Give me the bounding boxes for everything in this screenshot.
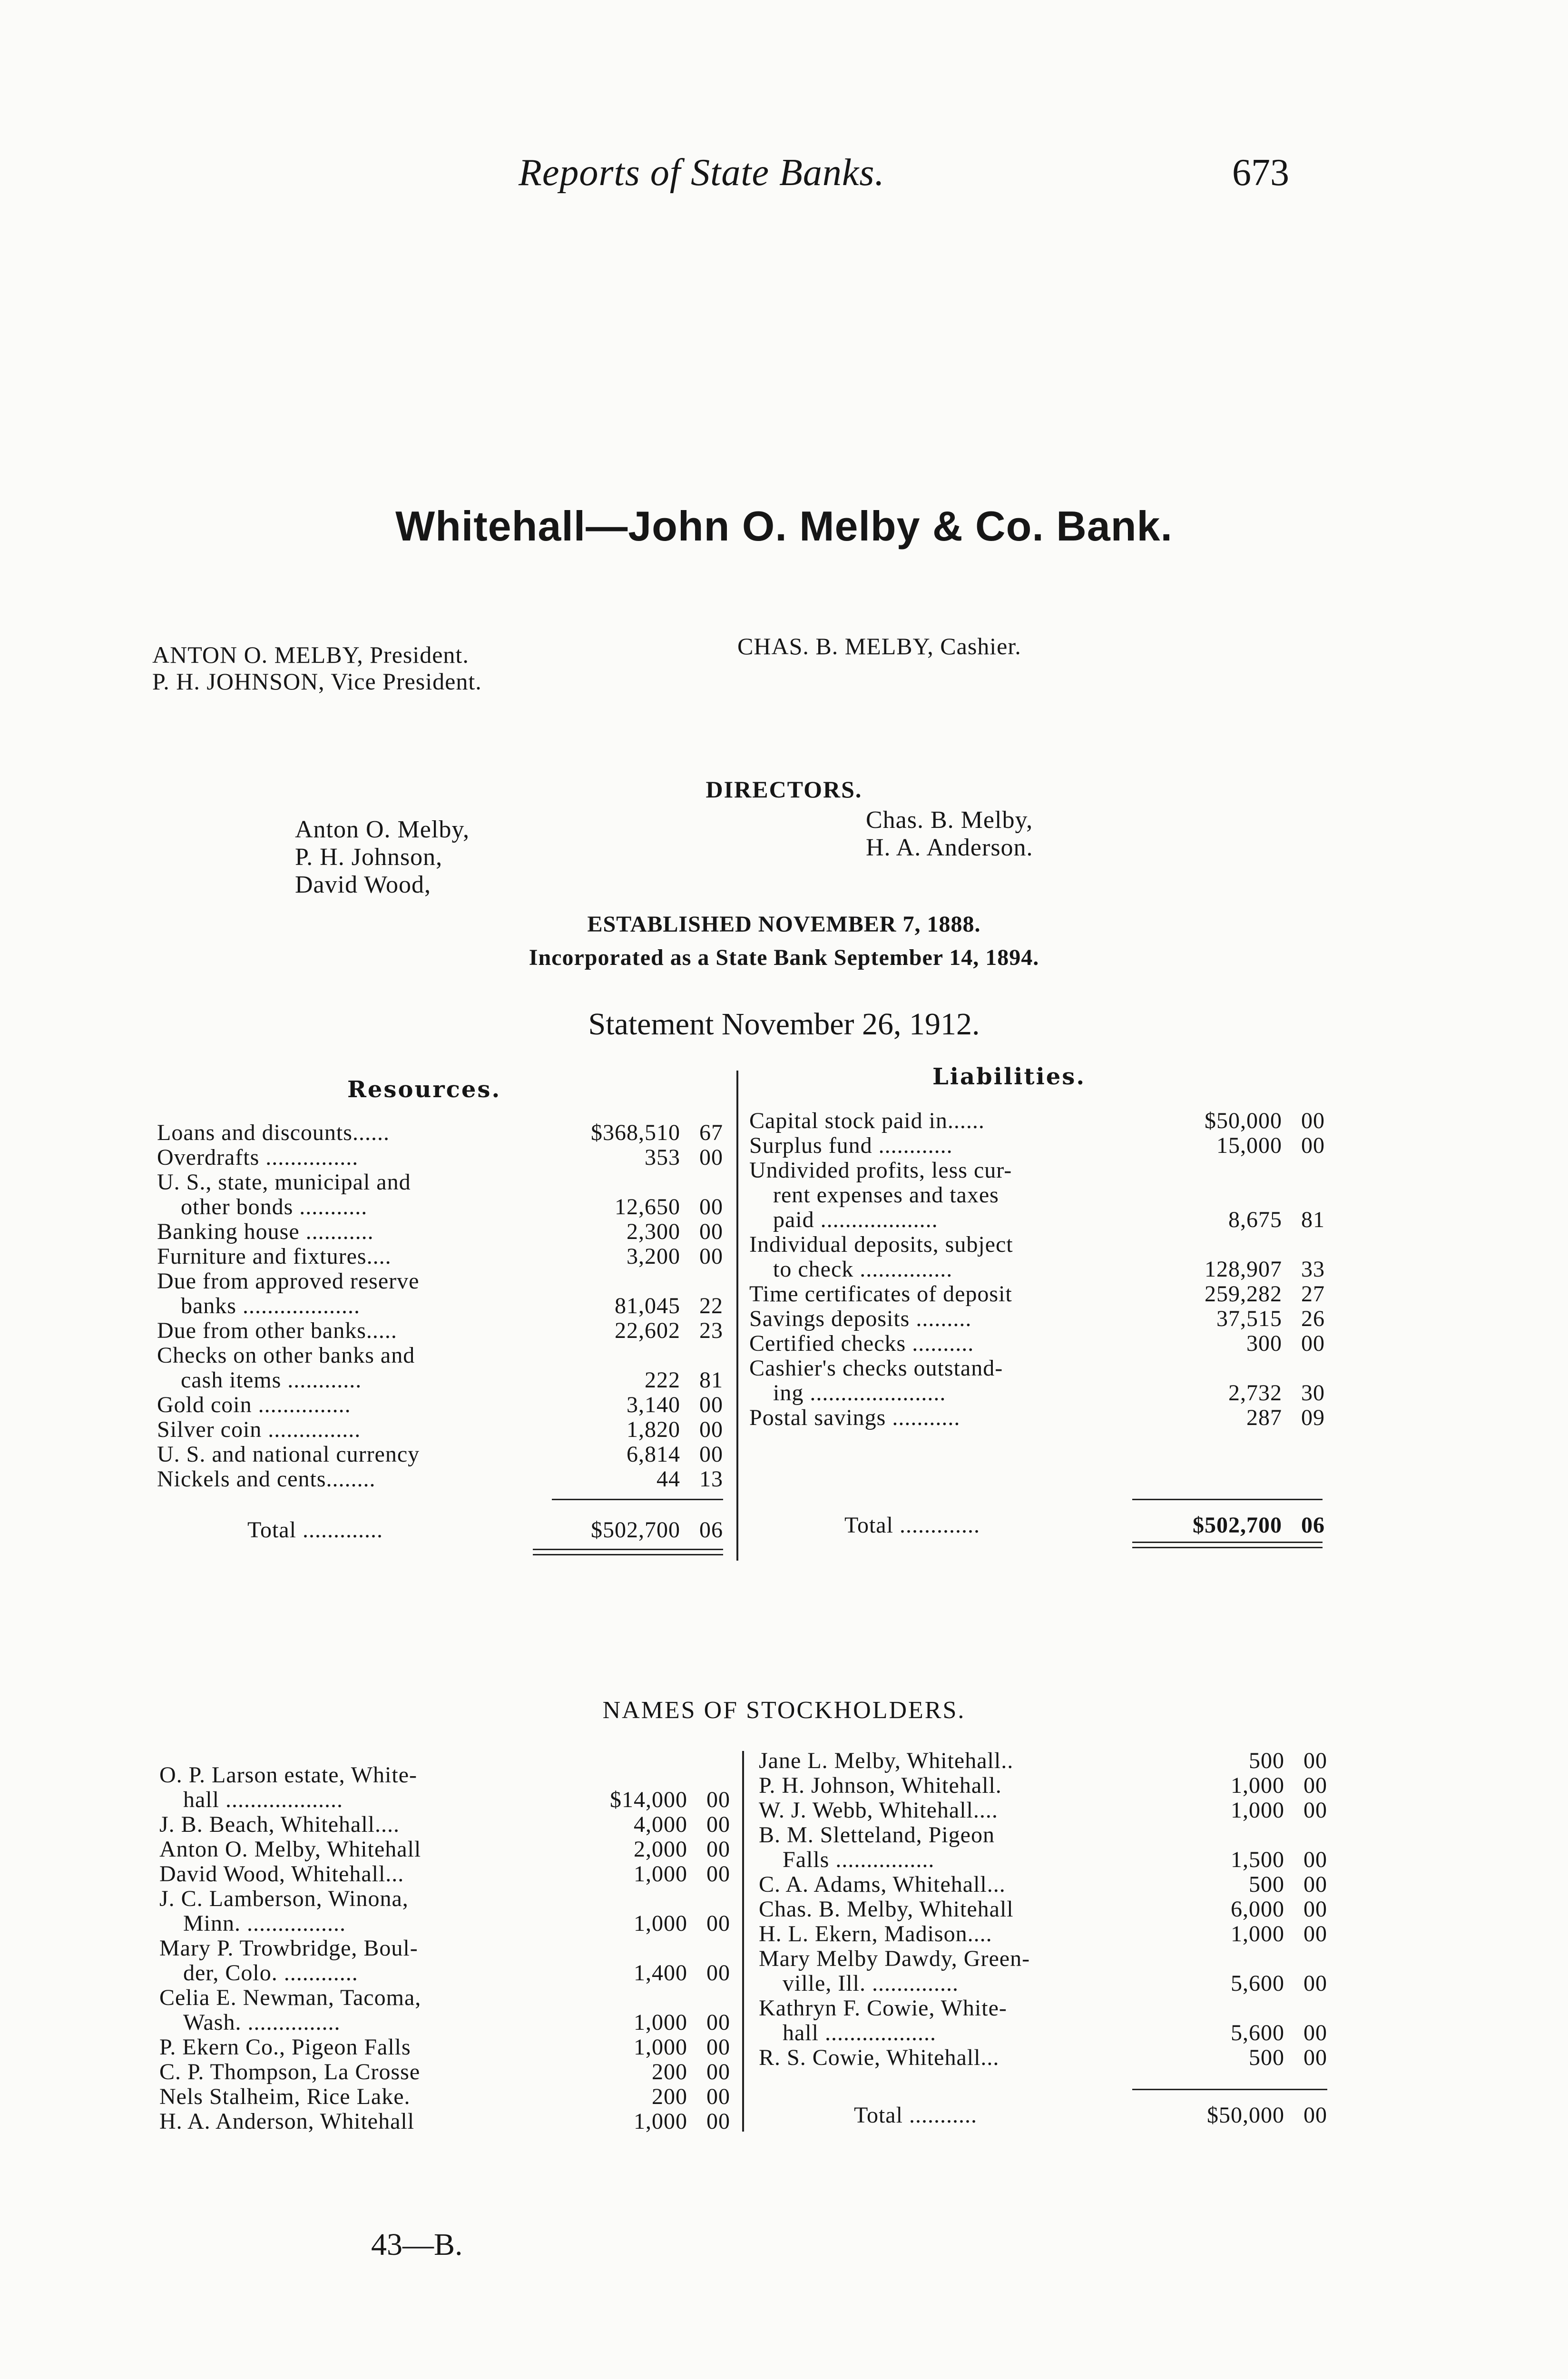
- signature-mark: 43—B.: [371, 2227, 463, 2262]
- ledger-row: [157, 1393, 723, 1417]
- ledger-row: [159, 2109, 730, 2134]
- ledger-row: [759, 1749, 1327, 1773]
- row-cents: 00: [706, 2035, 730, 2060]
- resources-sum-rule: [552, 1499, 723, 1500]
- ledger-row: [749, 1232, 1325, 1257]
- row-cents: 67: [699, 1120, 723, 1145]
- row-label: Due from other banks.....: [157, 1318, 397, 1343]
- ledger-row: [759, 1872, 1327, 1897]
- ledger-row: [759, 1773, 1327, 1798]
- total-amount: $50,000: [1207, 2103, 1284, 2128]
- row-label: Due from approved reserve: [157, 1269, 420, 1294]
- row-label: to check ...............: [773, 1257, 953, 1282]
- ledger-row: [157, 1442, 723, 1467]
- total-amount: $502,700: [1193, 1513, 1282, 1538]
- row-amount: 1,000: [634, 1861, 687, 1887]
- row-amount: 500: [1249, 1872, 1284, 1897]
- director-name: Chas. B. Melby,: [866, 806, 1033, 834]
- liabilities-heading: Liabilities.: [932, 1063, 1086, 1090]
- liabilities-total-row: [749, 1513, 1325, 1538]
- row-amount: 200: [652, 2059, 687, 2084]
- total-amount: $502,700: [591, 1517, 680, 1543]
- page-number: 673: [1232, 152, 1289, 194]
- ledger-row: [159, 1763, 730, 1788]
- ledger-row: [157, 1318, 723, 1343]
- ledger-row: [749, 1158, 1325, 1183]
- row-label: H. L. Ekern, Madison....: [759, 1922, 992, 1946]
- row-amount: 1,400: [634, 1960, 687, 1986]
- row-cents: 00: [1303, 1897, 1327, 1922]
- row-label: Furniture and fixtures....: [157, 1244, 392, 1269]
- ledger-row: [157, 1269, 723, 1294]
- row-label: Chas. B. Melby, Whitehall: [759, 1897, 1014, 1922]
- officers-left: [152, 641, 482, 695]
- ledger-row: [157, 1467, 723, 1492]
- row-amount: 1,500: [1231, 1847, 1284, 1872]
- row-label: Certified checks ..........: [749, 1331, 974, 1356]
- row-label: C. A. Adams, Whitehall...: [759, 1872, 1006, 1897]
- row-amount: 1,000: [1231, 1773, 1284, 1798]
- row-label: banks ...................: [181, 1294, 360, 1318]
- row-cents: 00: [699, 1244, 723, 1269]
- row-cents: 09: [1301, 1405, 1325, 1430]
- row-label: Cashier's checks outstand-: [749, 1356, 1003, 1381]
- row-label: other bonds ...........: [181, 1195, 368, 1219]
- row-cents: 00: [1303, 2045, 1327, 2070]
- stockholders-heading: NAMES OF STOCKHOLDERS.: [602, 1697, 966, 1724]
- ledger-row: [159, 1936, 730, 1961]
- row-amount: $50,000: [1205, 1108, 1282, 1133]
- row-label: Anton O. Melby, Whitehall: [159, 1837, 421, 1862]
- row-amount: 6,000: [1231, 1897, 1284, 1922]
- ledger-row: [749, 1183, 1325, 1208]
- ledger-row: [749, 1282, 1325, 1307]
- row-amount: 1,000: [634, 1911, 687, 1936]
- ledger-row: [159, 1788, 730, 1812]
- ledger-row: [159, 1812, 730, 1837]
- row-amount: 300: [1246, 1331, 1282, 1356]
- ledger-row: [157, 1219, 723, 1244]
- row-label: Postal savings ...........: [749, 1406, 960, 1430]
- row-cents: 13: [699, 1466, 723, 1492]
- row-cents: 30: [1301, 1380, 1325, 1406]
- director-name: David Wood,: [295, 871, 431, 898]
- row-label: J. C. Lamberson, Winona,: [159, 1887, 409, 1911]
- ledger-row: [749, 1356, 1325, 1381]
- ledger-row: [749, 1109, 1325, 1133]
- row-cents: 00: [1301, 1133, 1325, 1158]
- row-label: P. H. Johnson, Whitehall.: [759, 1773, 1002, 1798]
- row-cents: 00: [1303, 2020, 1327, 2045]
- ledger-row: [159, 1862, 730, 1887]
- row-amount: 287: [1246, 1405, 1282, 1430]
- director-name: P. H. Johnson,: [295, 844, 443, 871]
- row-label: H. A. Anderson, Whitehall: [159, 2109, 415, 2134]
- running-head: Reports of State Banks.: [519, 152, 885, 194]
- row-cents: 81: [1301, 1207, 1325, 1232]
- row-cents: 00: [1301, 1331, 1325, 1356]
- ledger-row: [759, 1996, 1327, 2021]
- row-cents: 33: [1301, 1257, 1325, 1282]
- ledger-row: [759, 1798, 1327, 1823]
- row-label: ing ......................: [773, 1381, 946, 1406]
- row-amount: 5,600: [1231, 1971, 1284, 1996]
- stockholders-right-list: [759, 1749, 1327, 2070]
- row-amount: 4,000: [634, 1812, 687, 1837]
- row-label: Surplus fund ............: [749, 1133, 953, 1158]
- ledger-row: [749, 1406, 1325, 1430]
- ledger-row: [759, 1946, 1327, 1971]
- row-label: R. S. Cowie, Whitehall...: [759, 2045, 1000, 2070]
- ledger-row: [159, 2060, 730, 2084]
- ledger-row: [157, 1368, 723, 1393]
- row-cents: 00: [699, 1145, 723, 1170]
- row-cents: 00: [1303, 1872, 1327, 1897]
- row-amount: 200: [652, 2084, 687, 2109]
- row-cents: 81: [699, 1367, 723, 1393]
- ledger-row: [157, 1145, 723, 1170]
- ledger-row: [159, 2084, 730, 2109]
- statement-column-divider: [736, 1071, 738, 1561]
- row-cents: 00: [1303, 1971, 1327, 1996]
- ledger-row: [157, 1195, 723, 1219]
- row-amount: 8,675: [1228, 1207, 1282, 1232]
- ledger-row: [157, 1417, 723, 1442]
- row-cents: 00: [699, 1194, 723, 1219]
- row-label: hall ...................: [183, 1788, 343, 1812]
- bank-title: Whitehall—John O. Melby & Co. Bank.: [395, 502, 1173, 550]
- row-label: P. Ekern Co., Pigeon Falls: [159, 2035, 411, 2060]
- row-label: Celia E. Newman, Tacoma,: [159, 1986, 421, 2010]
- row-amount: 1,000: [634, 2010, 687, 2035]
- officer-line: P. H. JOHNSON, Vice President.: [152, 668, 482, 695]
- officer-line: CHAS. B. MELBY, Cashier.: [737, 633, 1021, 659]
- row-cents: 00: [706, 1960, 730, 1986]
- row-amount: 259,282: [1205, 1281, 1282, 1307]
- row-label: C. P. Thompson, La Crosse: [159, 2060, 421, 2084]
- ledger-row: [759, 1971, 1327, 1996]
- ledger-row: [157, 1244, 723, 1269]
- ledger-row: [157, 1170, 723, 1195]
- row-label: U. S., state, municipal and: [157, 1170, 411, 1195]
- resources-heading: Resources.: [347, 1076, 501, 1103]
- row-amount: 37,515: [1216, 1306, 1282, 1331]
- ledger-row: [159, 2010, 730, 2035]
- resources-list: [157, 1121, 723, 1492]
- row-label: Savings deposits .........: [749, 1307, 972, 1331]
- row-cents: 00: [706, 1861, 730, 1887]
- row-cents: 00: [1303, 1798, 1327, 1823]
- ledger-row: [159, 1986, 730, 2010]
- row-label: Minn. ................: [183, 1911, 346, 1936]
- row-label: Loans and discounts......: [157, 1121, 390, 1145]
- ledger-row: [759, 2045, 1327, 2070]
- row-label: Individual deposits, subject: [749, 1232, 1013, 1257]
- row-cents: 00: [1301, 1108, 1325, 1133]
- row-label: J. B. Beach, Whitehall....: [159, 1812, 400, 1837]
- statement-title: Statement November 26, 1912.: [588, 1007, 980, 1042]
- row-label: Gold coin ...............: [157, 1393, 351, 1417]
- row-cents: 00: [1303, 1773, 1327, 1798]
- row-amount: 15,000: [1216, 1133, 1282, 1158]
- row-amount: 1,000: [634, 2035, 687, 2060]
- director-name: H. A. Anderson.: [866, 834, 1033, 861]
- total-label: Total .............: [844, 1513, 980, 1538]
- row-label: Mary Melby Dawdy, Green-: [759, 1946, 1030, 1971]
- row-amount: 2,732: [1228, 1380, 1282, 1406]
- liabilities-sum-rule: [1132, 1499, 1323, 1500]
- row-amount: $14,000: [610, 1787, 687, 1812]
- row-amount: 353: [645, 1145, 680, 1170]
- row-amount: 1,000: [1231, 1921, 1284, 1946]
- stockholders-total-row: [759, 2103, 1327, 2128]
- stockholders-sum-rule: [1132, 2089, 1327, 2090]
- row-label: Banking house ...........: [157, 1219, 374, 1244]
- row-label: Time certificates of deposit: [749, 1282, 1012, 1307]
- row-label: B. M. Sletteland, Pigeon: [759, 1823, 995, 1848]
- directors-heading: DIRECTORS.: [706, 776, 862, 803]
- row-label: U. S. and national currency: [157, 1442, 420, 1467]
- liabilities-list: [749, 1109, 1325, 1430]
- total-label: Total .............: [247, 1518, 383, 1543]
- ledger-row: [157, 1121, 723, 1145]
- resources-double-rule: [533, 1549, 723, 1555]
- ledger-row: [759, 1823, 1327, 1848]
- ledger-row: [759, 1922, 1327, 1946]
- incorporated-line: Incorporated as a State Bank September 14, 1894.: [529, 945, 1039, 970]
- total-cents: 06: [699, 1517, 723, 1543]
- row-label: Falls ................: [783, 1848, 935, 1872]
- row-cents: 00: [706, 1911, 730, 1936]
- row-label: der, Colo. ............: [183, 1961, 358, 1986]
- row-cents: 23: [699, 1318, 723, 1343]
- row-cents: 00: [699, 1392, 723, 1417]
- row-amount: $368,510: [591, 1120, 680, 1145]
- row-amount: 1,000: [634, 2109, 687, 2134]
- liabilities-double-rule: [1132, 1542, 1323, 1548]
- row-label: Capital stock paid in......: [749, 1109, 985, 1133]
- row-cents: 27: [1301, 1281, 1325, 1307]
- row-label: rent expenses and taxes: [773, 1183, 999, 1208]
- row-cents: 26: [1301, 1306, 1325, 1331]
- row-cents: 00: [699, 1417, 723, 1442]
- row-cents: 22: [699, 1293, 723, 1318]
- row-cents: 00: [706, 1837, 730, 1862]
- ledger-row: [159, 1961, 730, 1986]
- row-amount: 2,300: [627, 1219, 680, 1244]
- row-cents: 00: [706, 2109, 730, 2134]
- row-cents: 00: [1303, 1748, 1327, 1773]
- ledger-row: [749, 1208, 1325, 1232]
- row-label: W. J. Webb, Whitehall....: [759, 1798, 998, 1823]
- ledger-row: [159, 2035, 730, 2060]
- row-amount: 5,600: [1231, 2020, 1284, 2045]
- ledger-row: [759, 1897, 1327, 1922]
- row-label: hall ..................: [783, 2021, 936, 2045]
- row-label: Undivided profits, less cur-: [749, 1158, 1012, 1183]
- row-label: Nels Stalheim, Rice Lake.: [159, 2084, 411, 2109]
- ledger-row: [749, 1331, 1325, 1356]
- row-cents: 00: [1303, 1921, 1327, 1946]
- row-amount: 22,602: [615, 1318, 680, 1343]
- ledger-row: [749, 1381, 1325, 1406]
- stockholders-column-divider: [742, 1751, 744, 2132]
- row-amount: 3,140: [627, 1392, 680, 1417]
- ledger-row: [749, 1257, 1325, 1282]
- row-amount: 81,045: [615, 1293, 680, 1318]
- row-label: Mary P. Trowbridge, Boul-: [159, 1936, 418, 1961]
- resources-total-row: [157, 1518, 723, 1543]
- row-amount: 128,907: [1205, 1257, 1282, 1282]
- established-line: ESTABLISHED NOVEMBER 7, 1888.: [587, 912, 981, 937]
- row-label: O. P. Larson estate, White-: [159, 1763, 417, 1788]
- row-label: paid ...................: [773, 1208, 938, 1232]
- row-cents: 00: [1303, 1847, 1327, 1872]
- row-amount: 500: [1249, 2045, 1284, 2070]
- director-name: Anton O. Melby,: [295, 816, 470, 843]
- row-cents: 00: [706, 2059, 730, 2084]
- row-label: Checks on other banks and: [157, 1343, 415, 1368]
- officer-line: ANTON O. MELBY, President.: [152, 641, 469, 668]
- row-amount: 3,200: [627, 1244, 680, 1269]
- row-cents: 00: [706, 1787, 730, 1812]
- ledger-row: [759, 2021, 1327, 2045]
- directors-right: [866, 806, 1033, 862]
- row-label: Jane L. Melby, Whitehall..: [759, 1749, 1014, 1773]
- row-amount: 6,814: [627, 1442, 680, 1467]
- row-amount: 2,000: [634, 1837, 687, 1862]
- row-label: Overdrafts ...............: [157, 1145, 359, 1170]
- row-amount: 12,650: [615, 1194, 680, 1219]
- row-label: ville, Ill. ..............: [783, 1971, 959, 1996]
- ledger-row: [157, 1343, 723, 1368]
- ledger-row: [749, 1133, 1325, 1158]
- ledger-row: [159, 1837, 730, 1862]
- row-cents: 00: [706, 2084, 730, 2109]
- officers-right: [737, 633, 1021, 659]
- row-amount: 500: [1249, 1748, 1284, 1773]
- total-label: Total ...........: [854, 2103, 977, 2128]
- ledger-row: [157, 1294, 723, 1318]
- total-cents: 00: [1303, 2103, 1327, 2128]
- row-amount: 1,000: [1231, 1798, 1284, 1823]
- stockholders-left-list: [159, 1763, 730, 2134]
- ledger-row: [159, 1911, 730, 1936]
- row-amount: 44: [657, 1466, 680, 1492]
- ledger-row: [749, 1307, 1325, 1331]
- ledger-row: [759, 1848, 1327, 1872]
- row-label: Kathryn F. Cowie, White-: [759, 1996, 1007, 2021]
- row-label: David Wood, Whitehall...: [159, 1862, 404, 1887]
- row-label: Wash. ...............: [183, 2010, 341, 2035]
- row-amount: 222: [645, 1367, 680, 1393]
- row-label: cash items ............: [181, 1368, 362, 1393]
- directors-left: [295, 816, 470, 899]
- row-cents: 00: [699, 1442, 723, 1467]
- row-label: Silver coin ...............: [157, 1417, 361, 1442]
- row-amount: 1,820: [627, 1417, 680, 1442]
- ledger-row: [159, 1887, 730, 1911]
- total-cents: 06: [1301, 1513, 1325, 1538]
- row-cents: 00: [699, 1219, 723, 1244]
- row-label: Nickels and cents........: [157, 1467, 376, 1492]
- row-cents: 00: [706, 2010, 730, 2035]
- row-cents: 00: [706, 1812, 730, 1837]
